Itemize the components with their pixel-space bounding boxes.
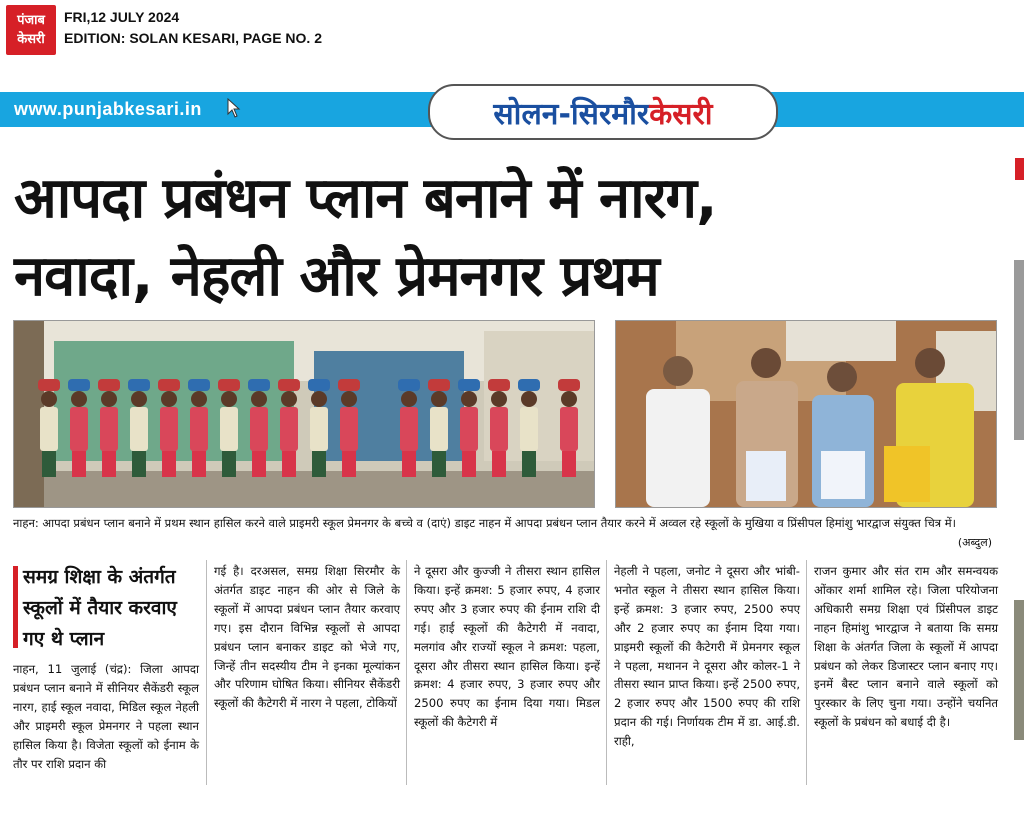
child-figure: [252, 451, 266, 477]
child-figure: [190, 407, 208, 451]
child-figure: [160, 407, 178, 451]
child-figure: [248, 379, 270, 391]
article-column-3: ने दूसरा और कुज्जी ने तीसरा स्थान हासिल किया। इन्हें क्रमश: 5 हजार रुपए, 4 हजार रुपए और 3 हजार रुपए की ईनाम राशि दी गई। हाई स्कूलों की कैटेगरी में नवादा, मलगांव और राज्यों स्कूल ने क्रमश: पहला, दूसरा और तीसरा स्थान हासिल किया। इन्हें क्रमश: 4 हजार रुपए, 3 हजार रुपए और 2500 रुपए का ईनाम दिया गया। मिडल स्कूलों की कैटेगरी में: [414, 564, 600, 730]
column-divider: [606, 560, 607, 785]
child-figure: [561, 391, 577, 407]
photo-credit: (अब्दुल): [957, 536, 992, 549]
child-figure: [191, 391, 207, 407]
column-divider: [806, 560, 807, 785]
child-figure: [250, 407, 268, 451]
child-figure: [132, 451, 146, 477]
child-figure: [518, 379, 540, 391]
child-figure: [281, 391, 297, 407]
child-figure: [460, 407, 478, 451]
child-figure: [188, 379, 210, 391]
subheadline: समग्र शिक्षा के अंतर्गत स्कूलों में तैयार करवाए गए थे प्लान: [23, 566, 177, 650]
child-figure: [101, 391, 117, 407]
photo-officials: [615, 320, 997, 508]
child-figure: [100, 407, 118, 451]
adjacent-page-accent: [1015, 158, 1024, 180]
masthead-title-blue: सोलन-सिरमौर: [493, 96, 650, 132]
child-figure: [558, 379, 580, 391]
child-figure: [490, 407, 508, 451]
child-figure: [38, 379, 60, 391]
child-figure: [341, 391, 357, 407]
child-figure: [128, 379, 150, 391]
child-figure: [102, 451, 116, 477]
child-figure: [462, 451, 476, 477]
logo-line1: पंजाब: [17, 13, 45, 28]
adjacent-page-photo: [1014, 600, 1024, 740]
child-figure: [41, 391, 57, 407]
headline-line2: नवादा, नेहली और प्रेमनगर प्रथम: [14, 244, 659, 309]
logo-line2: केसरी: [17, 32, 45, 47]
column-divider: [406, 560, 407, 785]
subheadline-accent-bar: [13, 566, 18, 648]
child-figure: [308, 379, 330, 391]
article-column-1: नाहन, 11 जुलाई (चंद्र): जिला आपदा प्रबंधन प्लान बनाने में सीनियर सैकेंडरी स्कूल नारग, हाई स्कूल नवादा, मिडिल स्कूल नेहली और प्राइमरी स्कूल प्रेमनगर ने पहला स्थान हासिल किया है। विजेता स्कूलों को ईनाम के तौर पर राशि प्रदान की: [13, 662, 199, 771]
child-figure: [42, 451, 56, 477]
cursor-icon: [227, 98, 241, 123]
child-figure: [400, 407, 418, 451]
article-column-5: राजन कुमार और संत राम और समन्वयक ओंकार शर्मा शामिल रहे। जिला परियोजना अधिकारी समग्र शिक्षा एवं प्रिंसीपल डाइट नाहन हिमांशु भारद्वाज ने बताया कि समग्र शिक्षा के अंतर्गत जिला के स्कूलों में आपदा प्रबंधन को लेकर डिजास्टर प्लान बनाए गए। इनमें बैस्ट प्लान बनाने वाले स्कूलों को पुरस्कार के लिए चुना गया। उन्होंने चयनित स्कूलों के प्रबंधन को बधाई दी है।: [814, 564, 998, 730]
punjab-kesari-logo: [6, 5, 56, 55]
child-figure: [432, 451, 446, 477]
child-figure: [40, 407, 58, 451]
column-divider: [206, 560, 207, 785]
child-figure: [520, 407, 538, 451]
photo-caption: नाहन: आपदा प्रबंधन प्लान बनाने में प्रथम स्थान हासिल करने वाले प्राइमरी स्कूल प्रेमनगर के बच्चे व (दाएं) डाइट नाहन में आपदा प्रबंधन प्लान तैयार करने में अव्वल रहे स्कूलों के मुखिया व प्रिंसीपल हिमांशु भारद्वाज संयुक्त चित्र में।: [13, 516, 956, 530]
child-figure: [251, 391, 267, 407]
child-figure: [431, 391, 447, 407]
child-figure: [492, 451, 506, 477]
child-figure: [68, 379, 90, 391]
child-figure: [488, 379, 510, 391]
child-figure: [522, 451, 536, 477]
child-figure: [458, 379, 480, 391]
child-figure: [311, 391, 327, 407]
child-figure: [71, 391, 87, 407]
child-figure: [340, 407, 358, 451]
publication-date: FRI,12 JULY 2024: [64, 9, 180, 25]
child-figure: [312, 451, 326, 477]
child-figure: [221, 391, 237, 407]
child-figure: [192, 451, 206, 477]
subheadline-box: [13, 560, 199, 655]
child-figure: [278, 379, 300, 391]
website-link[interactable]: www.punjabkesari.in: [14, 99, 202, 119]
child-figure: [158, 379, 180, 391]
edition-label: EDITION: SOLAN KESARI, PAGE NO. 2: [64, 30, 322, 46]
child-figure: [70, 407, 88, 451]
section-masthead: [428, 84, 778, 140]
child-figure: [218, 379, 240, 391]
child-figure: [222, 451, 236, 477]
child-figure: [398, 379, 420, 391]
child-figure: [220, 407, 238, 451]
child-figure: [342, 451, 356, 477]
masthead-title-red: केसरी: [649, 96, 713, 132]
child-figure: [310, 407, 328, 451]
child-figure: [131, 391, 147, 407]
child-figure: [430, 407, 448, 451]
photo-students: [13, 320, 595, 508]
child-figure: [461, 391, 477, 407]
top-bar: [0, 0, 1024, 58]
child-figure: [282, 451, 296, 477]
article-column-4: नेहली ने पहला, जनोट ने दूसरा और भांबी-भनोत स्कूल ने तीसरा स्थान हासिल किया। इन्हें क्रमश: 3 हजार रुपए, 2500 रुपए और 2 हजार रुपए का ईनाम दिया गया। प्राइमरी स्कूलों की कैटेगरी में प्रेमनगर स्कूल ने पहला, मथानन ने दूसरा और कोलर-1 ने तीसरा स्थान प्राप्त किया। इन्हें 2500 रुपए, 2 हजार रुपए और 1500 रुपए की राशि प्रदान की गई। निर्णायक टीम में डा. आई.डी. राही,: [614, 564, 800, 749]
child-figure: [72, 451, 86, 477]
child-figure: [130, 407, 148, 451]
child-figure: [161, 391, 177, 407]
child-figure: [280, 407, 298, 451]
child-figure: [162, 451, 176, 477]
child-figure: [491, 391, 507, 407]
article-headline: [14, 160, 1004, 316]
child-figure: [401, 391, 417, 407]
child-figure: [338, 379, 360, 391]
child-figure: [402, 451, 416, 477]
child-figure: [562, 451, 576, 477]
child-figure: [560, 407, 578, 451]
edition-meta: [64, 7, 322, 49]
article-column-2: गई है। दरअसल, समग्र शिक्षा सिरमौर के अंतर्गत डाइट नाहन की ओर से जिले के स्कूलों में आपदा प्रबंधन प्लान तैयार करवाए गए। इस दौरान विभिन्न स्कूलों से आपदा प्रबंधन प्लान बनाकर डाइट को भेजे गए, जिन्हें तीन सदस्यीय टीम ने इनका मूल्यांकन और परिणाम घोषित किया। सीनियर सैकेंडरी स्कूलों की कैटेगरी में नारग ने पहला, टोकियों: [214, 564, 400, 711]
child-figure: [521, 391, 537, 407]
headline-line1: आपदा प्रबंधन प्लान बनाने में नारग,: [14, 166, 717, 231]
adjacent-page-photo: [1014, 260, 1024, 440]
child-figure: [428, 379, 450, 391]
child-figure: [98, 379, 120, 391]
